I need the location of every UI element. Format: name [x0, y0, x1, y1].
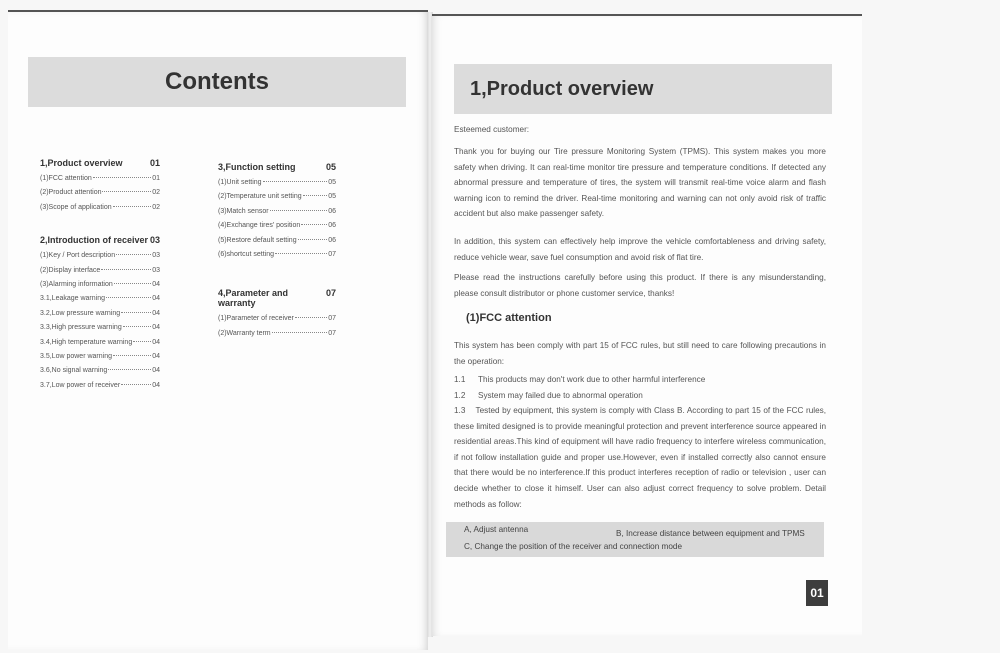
section-title-band — [454, 64, 832, 114]
list-item: 1.2 System may failed due to abnormal operation — [454, 390, 643, 400]
toc-column-1 — [40, 158, 160, 413]
toc-item: (2)Display interface 03 — [40, 266, 160, 274]
toc-item: (1)Unit setting 05 — [218, 179, 336, 186]
toc-item: (4)Exchange tires' position 06 — [218, 222, 336, 230]
contents-title: Contents — [165, 68, 269, 95]
toc-item: (3)Alarming information 04 — [40, 280, 160, 288]
toc-section-product-overview — [40, 158, 160, 215]
toc-item: 3.6,No signal warning 04 — [40, 367, 160, 375]
toc-section-heading: 3,Function setting 05 — [218, 162, 336, 172]
toc-item: (2)Temperature unit setting 05 — [218, 193, 336, 201]
paragraph-addition: In addition, this system can effectively help improve the vehicle comfortableness and driving safety, reduce vehicle wear, save fuel consumption and avoid risk of flat tire. — [454, 237, 826, 262]
toc-item: (6)shortcut setting 07 — [218, 250, 336, 258]
product-overview-page — [432, 14, 862, 636]
toc-item: (1)Key / Port description 03 — [40, 252, 160, 260]
method-a: A, Adjust antenna — [464, 525, 529, 534]
toc-item: (3)Scope of application 02 — [40, 203, 160, 211]
toc-item: (2)Warranty term 07 — [218, 329, 336, 337]
page-number: 01 — [806, 580, 828, 606]
fcc-item-1-3: 1.3 Tested by equipment, this system is comply with Class B. According to part 15 of the FCC rules, these limited designed is to provide meaningful protection and prevent interference source appeared in residential areas.This kind of equipment will have radio frequency to interfere wireless communication, if not follow installation guide and proper use.However, even if installed correctly also cannot ensure that there would be no interference.If this product interferes reception of radio or television , user can decide whether to close it himself. User can also adjust correct frequency to solve problem. Detail methods as follow: — [454, 406, 826, 509]
fcc-attention-heading: (1)FCC attention — [466, 312, 552, 324]
paragraph-instructions: Please read the instructions carefully before using this product. If there is any misunderstanding, please consult distributor or phone customer service, thanks! — [454, 273, 826, 298]
toc-item: 3.3,High pressure warning 04 — [40, 324, 160, 332]
fcc-list — [454, 372, 826, 403]
toc-section-function-setting — [218, 162, 336, 262]
method-b: B, Increase distance between equipment and TPMS — [616, 529, 805, 538]
toc-item: 3.2,Low pressure warning 04 — [40, 309, 160, 317]
toc-item: (3)Match sensor 06 — [218, 207, 336, 215]
toc-item: 3.4,High temperature warning 04 — [40, 338, 160, 346]
toc-section-parameter-warranty — [218, 288, 336, 341]
toc-section-heading: 1,Product overview 01 — [40, 158, 160, 168]
detail-methods-band — [446, 522, 824, 557]
list-item: 1.1 This products may don't work due to other harmful interference — [454, 375, 706, 384]
toc-section-heading: 4,Parameter and warranty 07 — [218, 288, 336, 309]
toc-item: (5)Restore default setting 06 — [218, 236, 336, 244]
toc-item: 3.7,Low power of receiver 04 — [40, 381, 160, 389]
toc-item: (2)Product attention 02 — [40, 189, 160, 197]
toc-item: 3.5,Low power warning 04 — [40, 352, 160, 360]
toc-item: (1)FCC attention 01 — [40, 175, 160, 182]
method-c: C, Change the position of the receiver and connection mode — [464, 542, 683, 551]
contents-page — [8, 10, 428, 650]
section-title: 1,Product overview — [470, 78, 654, 100]
toc-item: (1)Parameter of receiver 07 — [218, 315, 336, 323]
toc-column-2 — [218, 162, 336, 361]
contents-title-band — [28, 57, 406, 107]
toc-section-receiver — [40, 235, 160, 393]
toc-section-heading: 2,Introduction of receiver 03 — [40, 235, 160, 246]
paragraph-intro: Thank you for buying our Tire pressure Monitoring System (TPMS). This system makes you more safety when driving. It can real-time monitor tire pressure and temperature conditions. If detected any abnormal pressure and temperature of tires, the system will transmit real-time voice alarm and flash warning icon to remind the driver. Real-time monitoring and warning can not only avoid risk of traffic accident but also make passenger safety. — [454, 147, 826, 219]
toc-item: 3.1,Leakage warning 04 — [40, 295, 160, 303]
greeting: Esteemed customer: — [454, 125, 530, 134]
fcc-intro: This system has been comply with part 15 of FCC rules, but still need to care following precautions in the operation: — [454, 341, 826, 366]
